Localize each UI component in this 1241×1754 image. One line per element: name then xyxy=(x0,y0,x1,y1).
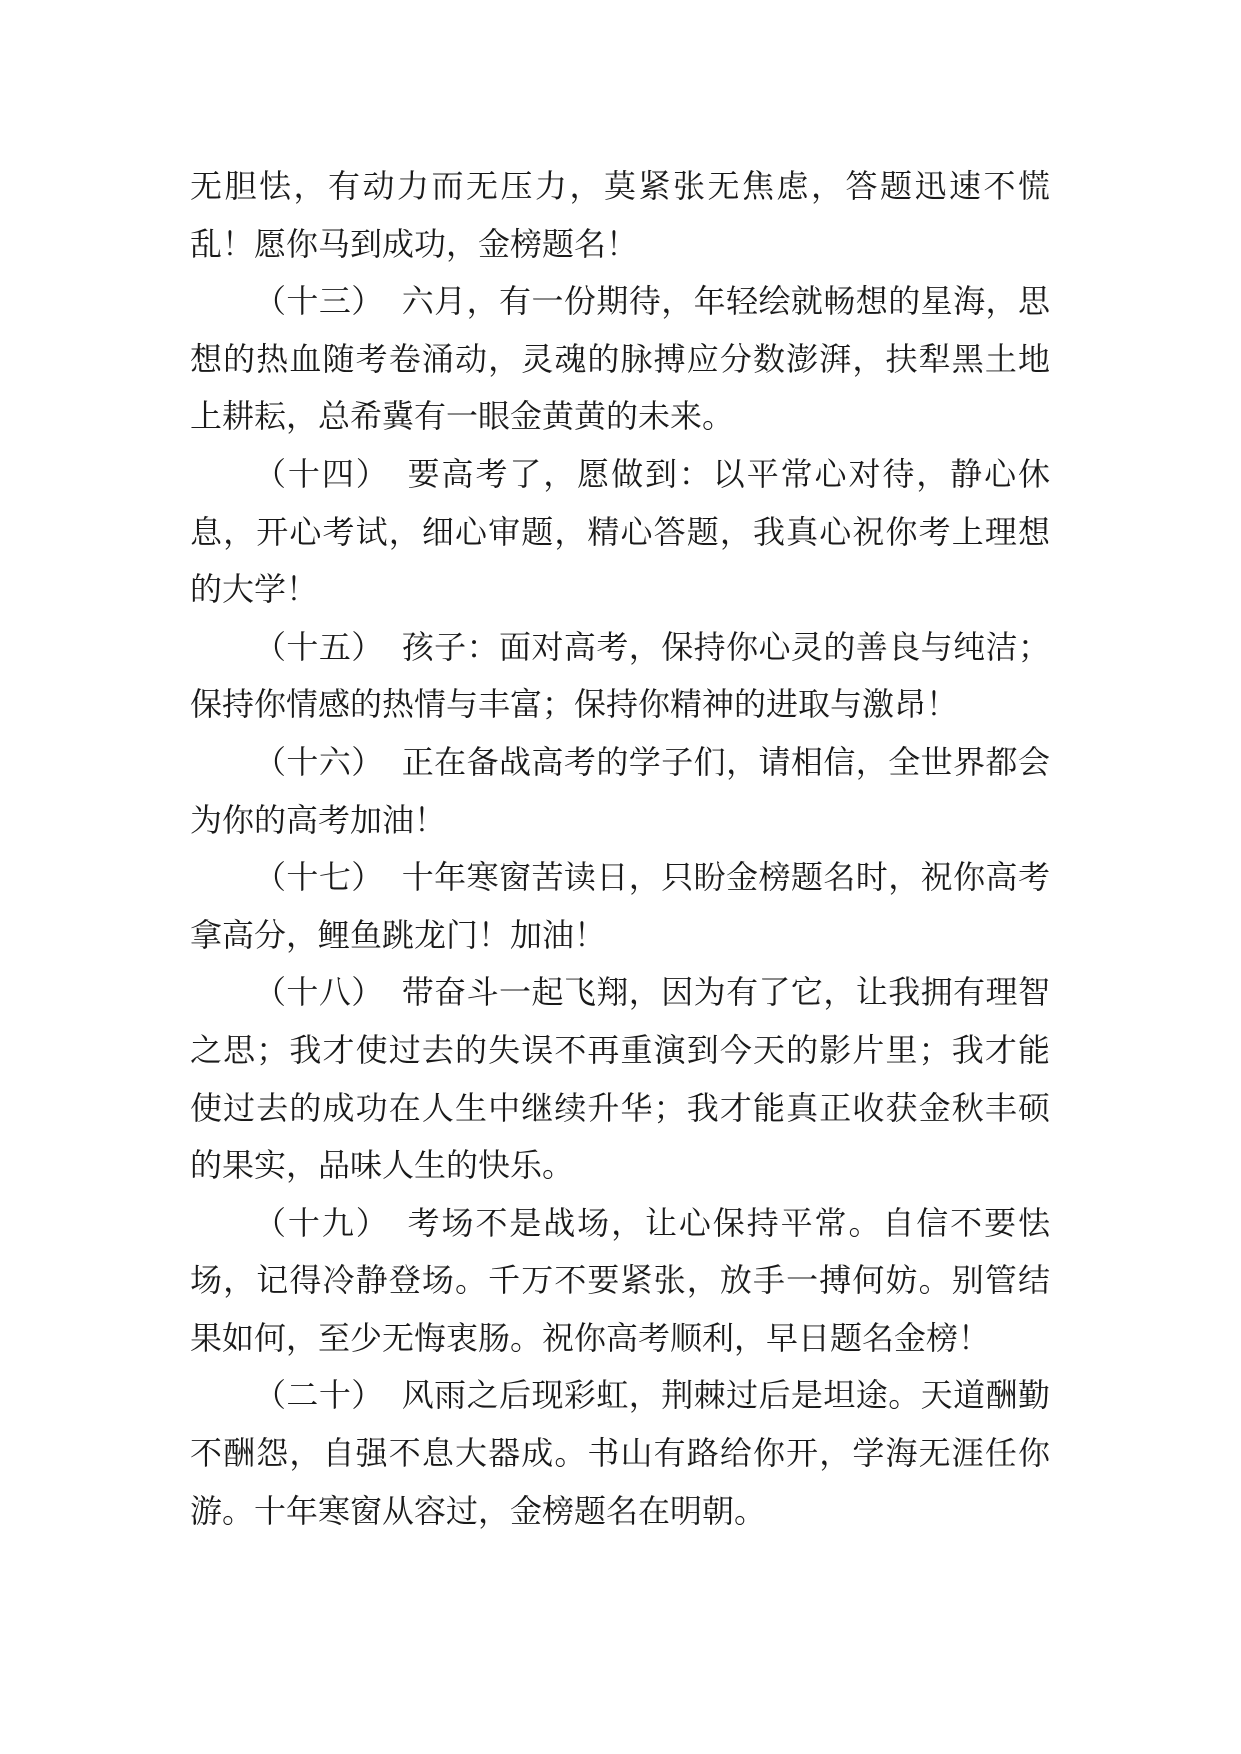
paragraph-continuation xyxy=(190,158,1050,273)
paragraph-16 xyxy=(190,734,1050,849)
paragraph-14 xyxy=(190,446,1050,619)
paragraph-label: （十三） xyxy=(254,282,384,321)
paragraph-text: 带奋斗一起飞翔，因为有了它，让我拥有理智之思；我才使过去的失误不再重演到今天的影片里；我才能使过去的成功在人生中继续升华；我才能真正收获金秋丰硕的果实，品味人生的快乐。 xyxy=(190,973,1050,1185)
paragraph-text: 要高考了，愿做到：以平常心对待，静心休息，开心考试，细心审题，精心答题，我真心祝你考上理想的大学！ xyxy=(190,454,1050,609)
paragraph-15 xyxy=(190,619,1050,734)
paragraph-label: （十六） xyxy=(254,742,384,781)
paragraph-text: 正在备战高考的学子们，请相信，全世界都会为你的高考加油！ xyxy=(190,742,1050,839)
paragraph-label: （十八） xyxy=(254,973,384,1012)
paragraph-text: 无胆怯，有动力而无压力，莫紧张无焦虑，答题迅速不慌乱！愿你马到成功，金榜题名！ xyxy=(190,167,1050,263)
paragraph-label: （十九） xyxy=(254,1203,390,1242)
document-body xyxy=(190,158,1050,1540)
paragraph-label: （十五） xyxy=(254,627,384,666)
paragraph-17 xyxy=(190,849,1050,964)
paragraph-label: （二十） xyxy=(254,1376,384,1415)
paragraph-text: 风雨之后现彩虹，荆棘过后是坦途。天道酬勤不酬怨，自强不息大器成。书山有路给你开，学海无涯任你游。十年寒窗从容过，金榜题名在明朝。 xyxy=(190,1376,1050,1530)
paragraph-20 xyxy=(190,1367,1050,1540)
paragraph-19 xyxy=(190,1195,1050,1368)
paragraph-13 xyxy=(190,273,1050,446)
paragraph-label: （十四） xyxy=(254,454,390,493)
paragraph-text: 六月，有一份期待，年轻绘就畅想的星海，思想的热血随考卷涌动，灵魂的脉搏应分数澎湃，扶犁黑土地上耕耘，总希冀有一眼金黄黄的未来。 xyxy=(190,282,1050,436)
paragraph-18 xyxy=(190,964,1050,1194)
paragraph-text: 考场不是战场，让心保持平常。自信不要怯场，记得冷静登场。千万不要紧张，放手一搏何妨。别管结果如何，至少无悔衷肠。祝你高考顺利，早日题名金榜！ xyxy=(190,1203,1050,1357)
paragraph-text: 孩子：面对高考，保持你心灵的善良与纯洁；保持你情感的热情与丰富；保持你精神的进取与激昂！ xyxy=(190,627,1050,724)
paragraph-label: （十七） xyxy=(254,858,384,897)
paragraph-text: 十年寒窗苦读日，只盼金榜题名时，祝你高考拿高分，鲤鱼跳龙门！加油！ xyxy=(190,858,1050,954)
